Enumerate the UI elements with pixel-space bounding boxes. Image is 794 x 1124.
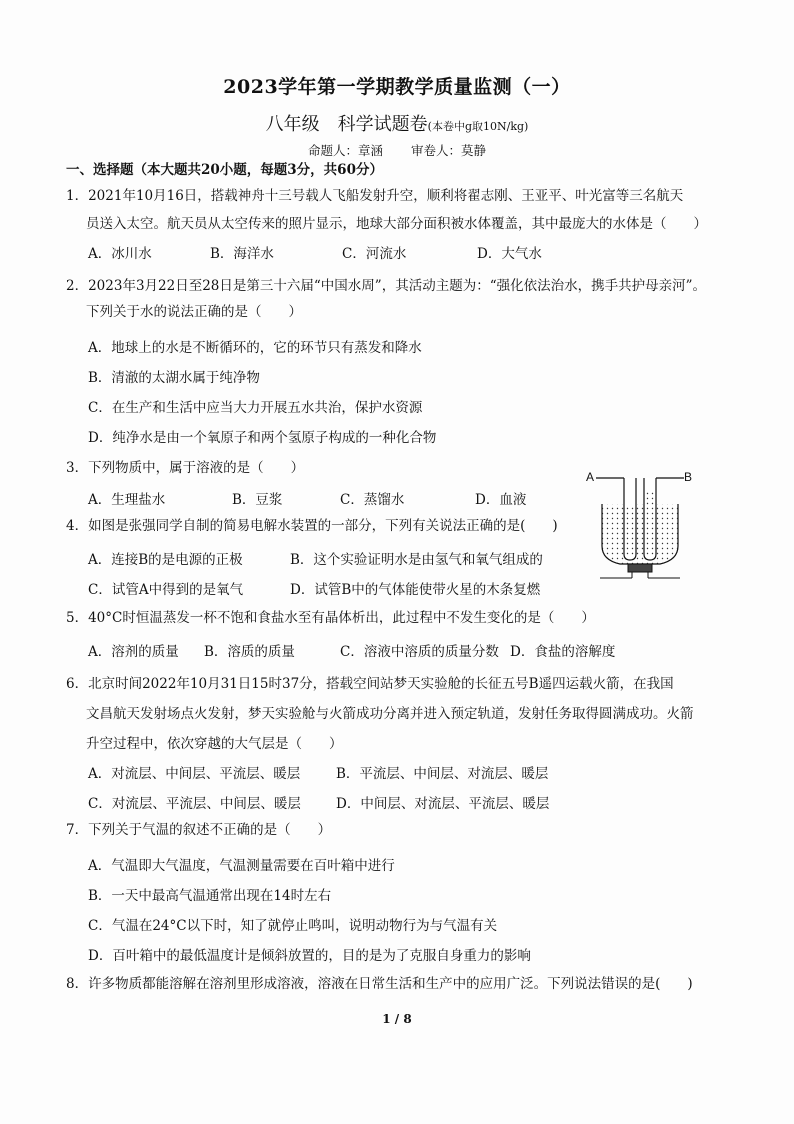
page-subtitle	[0, 110, 794, 136]
q6-option-a: A．对流层、中间层、平流层、暖层	[88, 766, 301, 782]
q5-option-d: D．食盐的溶解度	[510, 644, 616, 660]
q6-option-b: B．平流层、中间层、对流层、暖层	[336, 766, 549, 782]
question-2-line-2: 下列关于水的说法正确的是（ ）	[86, 304, 302, 320]
author: 命题人：章涵	[307, 143, 383, 158]
question-6-line-2: 文昌航天发射场点火发射，梦天实验舱与火箭成功分离并进入预定轨道，发射任务取得圆满成功。火箭	[86, 706, 694, 722]
question-2-line-1: 2．2023年3月22日至28日是第三十六届“中国水周”，其活动主题为：“强化依法治水，携手共护母亲河”。	[66, 278, 706, 294]
reviewer: 审卷人：莫静	[411, 143, 487, 158]
question-6-line-3: 升空过程中，依次穿越的大气层是（ ）	[86, 736, 343, 752]
q3-option-c: C．蒸馏水	[340, 492, 405, 508]
q5-option-c: C．溶液中溶质的质量分数	[340, 644, 499, 660]
section-heading: 一、选择题（本大题共20小题，每题3分，共60分）	[66, 162, 383, 178]
q2-option-b: B．清澈的太湖水属于纯净物	[88, 370, 260, 386]
q4-option-c: C．试管A中得到的是氧气	[88, 582, 244, 598]
page-number: 1 / 8	[382, 1012, 412, 1026]
q1-option-a: A．冰川水	[88, 246, 152, 262]
q6-option-d: D．中间层、对流层、平流层、暖层	[336, 796, 550, 812]
author-line	[0, 141, 794, 159]
q7-option-a: A．气温即大气温度，气温测量需要在百叶箱中进行	[88, 858, 395, 874]
question-1-line-2: 员送入太空。航天员从太空传来的照片显示，地球大部分面积被水体覆盖，其中最庞大的水体是（ ）	[86, 216, 707, 232]
question-5-line-1: 5．40°C时恒温蒸发一杯不饱和食盐水至有晶体析出，此过程中不发生变化的是（ ）	[66, 610, 595, 626]
electrolysis-apparatus-figure	[580, 466, 700, 586]
q7-option-d: D．百叶箱中的最低温度计是倾斜放置的，目的是为了克服自身重力的影响	[88, 948, 531, 964]
q3-option-a: A．生理盐水	[88, 492, 166, 508]
q7-option-c: C．气温在24°C以下时，知了就停止鸣叫，说明动物行为与气温有关	[88, 918, 498, 934]
q4-option-d: D．试管B中的气体能使带火星的木条复燃	[290, 582, 541, 598]
q5-option-a: A．溶剂的质量	[88, 644, 179, 660]
question-8-line-1: 8．许多物质都能溶解在溶剂里形成溶液，溶液在日常生活和生产中的应用广泛。下列说法错误的是( )	[66, 976, 693, 992]
q2-option-d: D．纯净水是由一个氧原子和两个氢原子构成的一种化合物	[88, 430, 437, 446]
q1-option-c: C．河流水	[342, 246, 407, 262]
apparatus-drawing	[580, 466, 700, 586]
question-7-line-1: 7．下列关于气温的叙述不正确的是（ ）	[66, 822, 332, 838]
page-title: 2023学年第一学期教学质量监测（一）	[223, 76, 571, 98]
subtitle-text: 八年级 科学试题卷	[265, 114, 428, 135]
question-3-line-1: 3．下列物质中，属于溶液的是（ ）	[66, 460, 305, 476]
subtitle-note: (本卷中g取10N/kg)	[427, 120, 529, 133]
q1-option-d: D．大气水	[477, 246, 542, 262]
q4-option-b: B．这个实验证明水是由氢气和氧气组成的	[290, 552, 543, 568]
label-a: A	[586, 470, 595, 484]
q2-option-a: A．地球上的水是不断循环的，它的环节只有蒸发和降水	[88, 340, 422, 356]
q3-option-d: D．血液	[475, 492, 527, 508]
q3-option-b: B．豆浆	[232, 492, 283, 508]
q6-option-c: C．对流层、平流层、中间层、暖层	[88, 796, 301, 812]
q7-option-b: B．一天中最高气温通常出现在14时左右	[88, 888, 332, 904]
question-4-line-1: 4．如图是张强同学自制的简易电解水装置的一部分，下列有关说法正确的是( )	[66, 518, 558, 534]
label-b: B	[684, 470, 693, 484]
q2-option-c: C．在生产和生活中应当大力开展五水共治，保护水资源	[88, 400, 423, 416]
question-1-line-1: 1．2021年10月16日，搭载神舟十三号载人飞船发射升空，顺利将翟志刚、王亚平、叶光富等三名航天	[66, 188, 684, 204]
q5-option-b: B．溶质的质量	[204, 644, 295, 660]
q1-option-b: B．海洋水	[210, 246, 274, 262]
q4-option-a: A．连接B的是电源的正极	[88, 552, 243, 568]
question-6-line-1: 6．北京时间2022年10月31日15时37分，搭载空间站梦天实验舱的长征五号B遥四运载火箭，在我国	[66, 676, 674, 692]
